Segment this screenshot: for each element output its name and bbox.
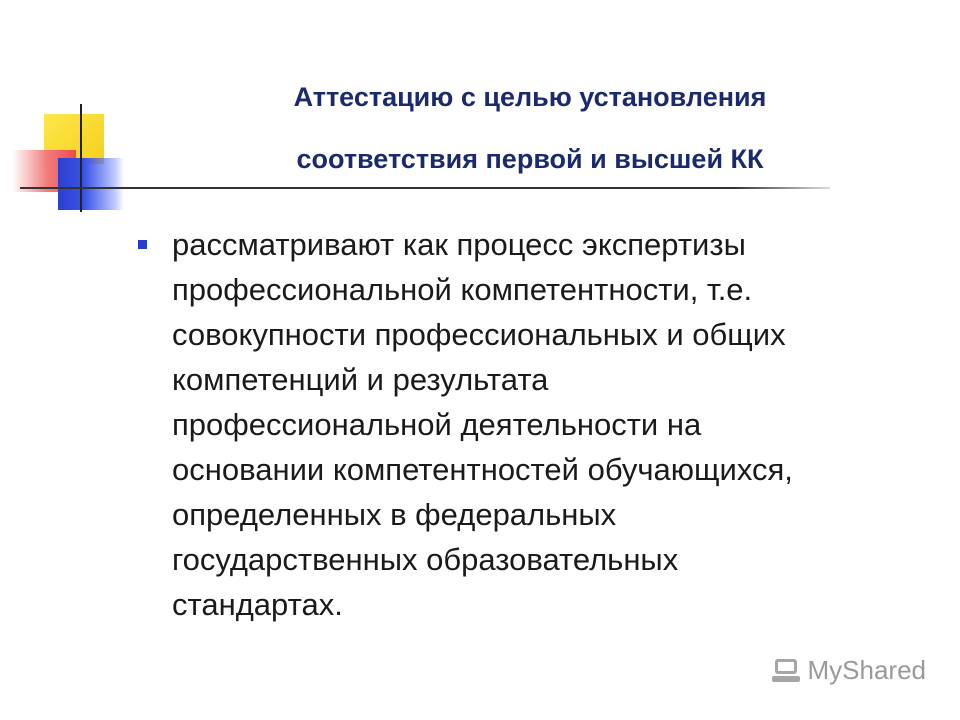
myshared-watermark <box>772 655 927 686</box>
bullet-item <box>130 222 920 627</box>
bullet-text-line-5: профессиональной деятельности на <box>172 407 702 442</box>
slide-title-line-1: Аттестацию с целью установления <box>293 82 767 112</box>
bullet-text-line-6: основании компетентностей обучающихся, <box>172 452 793 487</box>
vertical-divider-line <box>80 104 82 212</box>
bullet-list <box>130 222 920 627</box>
bullet-text-line-1: рассматривают как процесс экспертизы <box>172 227 746 262</box>
blue-square-shape <box>58 158 124 210</box>
bullet-text-line-2: профессиональной компетентности, т.е. <box>172 272 753 307</box>
bullet-text-line-7: определенных в федеральных <box>172 497 617 532</box>
slide-title-line-2: соответствия первой и высшей КК <box>296 144 764 174</box>
square-bullet-icon <box>138 240 147 249</box>
bullet-text-line-9: стандартах. <box>172 587 343 622</box>
slide-title <box>200 66 860 190</box>
monitor-icon <box>772 658 802 684</box>
bullet-text-line-8: государственных образовательных <box>172 542 679 577</box>
bullet-text-line-4: компетенций и результата <box>172 362 549 397</box>
watermark-text: MyShared <box>807 655 926 685</box>
bullet-text-line-3: совокупности профессиональных и общих <box>172 317 786 352</box>
